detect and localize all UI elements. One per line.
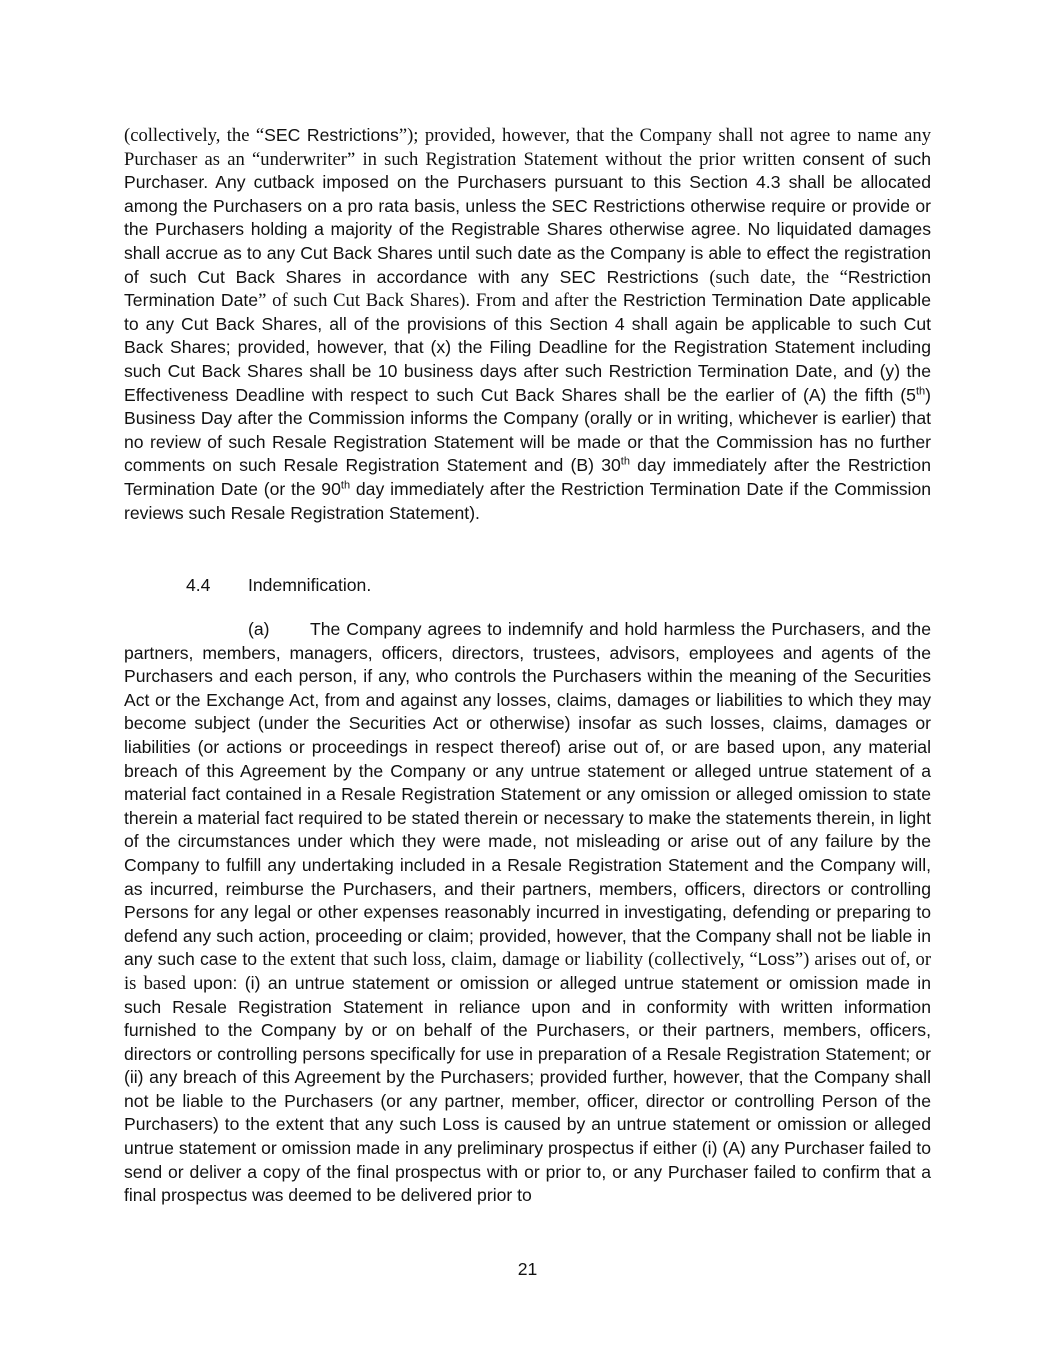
paragraph-indemnification-a [124, 618, 931, 1208]
text-run: day immediately after the Restriction Termination Date (or the 90 [124, 455, 931, 499]
text-run: consent of such Purchaser. Any cutback imposed on the Purchasers pursuant to this Section 4.3 shall be allocated among the Purchasers on a pro rata basis, unless the SEC Restrictions otherwise require or provide or the Purchasers holding a majority of the Registrable Shares otherwise agree. No liquidated damages shall accrue as to any Cut Back Shares until such date as the Company is able to effect the registration of such Cut Back Shares in accordance with any SEC Restrictions [124, 148, 932, 287]
text-run: upon: (i) an untrue statement or omission or alleged untrue statement or omission made in such Resale Registration Statement in reliance upon and in conformity with written information furnished to the Company by or on behalf of the Purchasers, or their partners, members, officers, directors or controlling persons specifically for use in preparation of a Resale Registration Statement; or (ii) any breach of this Agreement by the Purchasers; provided further, however, that the Company shall not be liable to the Purchasers (or any partner, member, officer, director or controlling Person of the Purchasers) to the extent that any such Loss is caused by an untrue statement or omission or alleged untrue statement or omission made in any preliminary prospectus if either (i) (A) any Purchaser failed to send or deliver a copy of the final prospectus with or prior to, or any Purchaser failed to confirm that a final prospectus was deemed to be delivered prior to [124, 972, 931, 1206]
page-number: 21 [517, 1259, 538, 1279]
section-heading [186, 573, 371, 597]
text-run: ” of such Cut Back Shares). From and after the [258, 290, 617, 312]
defined-term-loss: Loss [757, 949, 795, 970]
text-run: day immediately after the Restriction Termination Date if the Commission reviews such Resale Registration Statement). [124, 478, 932, 523]
text-run: Restriction Termination Date applicable to any Cut Back Shares, all of the provisions of this Section 4 shall again be applicable to such Cut Back Shares; provided, however, that (x) the Filing Deadline for the Registration Statement including such Cut Back Shares shall be 10 business days after such Restriction Termination Date, and (y) the Effectiveness Deadline with respect to such Cut Back Shares shall be the earlier of (A) the fifth (5 [124, 290, 931, 405]
superscript: th [340, 479, 351, 492]
section-number: 4.4 [186, 575, 211, 595]
text-run: The Company agrees to indemnify and hold harmless the Purchasers, and the partners, members, managers, officers, directors, trustees, advisors, employees and agents of the Purchasers and each person, if any, who controls the Purchasers within the meaning of the Securities Act or the Exchange Act, from and against any losses, claims, damages or liabilities to which they may become subject (under the Securities Act or otherwise) insofar as such losses, claims, damages or liabilities (or actions or proceedings in respect thereof) arise out of, or are based upon, any material breach of this Agreement by the Company or any untrue statement or alleged untrue statement of a material fact contained in a Resale Registration Statement or any omission or alleged omission to state therein a material fact required to be stated therein or necessary to make the statements therein, in light of the circumstances under which they were made, not misleading or arise out of any failure by the Company to fulfill any undertaking included in a Resale Registration Statement and the Company will, as incurred, reimburse the Purchasers, and their partners, members, officers, directors or controlling Persons for any legal or other expenses reasonably incurred in investigating, defending or preparing to defend any such action, proceeding or claim; provided, however, that the Company shall not be liable in any such case to [124, 619, 931, 970]
subsection-marker: (a) [248, 619, 270, 639]
text-run: (such date, the “ [709, 266, 848, 288]
text-run: ”); provided, however, that the Company shall not agree to name any Purchaser as an “underwriter” in such Registration Statement without the prior written [124, 125, 932, 170]
paragraph-cutback-provisions [124, 124, 931, 525]
section-title: Indemnification. [248, 575, 372, 595]
defined-term-restriction-termination-date: Restriction Termination Date [124, 266, 931, 311]
superscript: th [620, 455, 630, 468]
text-run: ”) arises out of, or is based [124, 949, 932, 994]
text-run: (collectively, the “ [124, 125, 265, 146]
superscript: th [915, 384, 926, 397]
text-run: the extent that such loss, claim, damage or liability (collectively, “ [262, 949, 758, 971]
defined-term-sec-restrictions: SEC Restrictions [264, 125, 399, 145]
text-run: ) Business Day after the Commission informs the Company (orally or in writing, whichever is earlier) that no review of such Resale Registration Statement will be made or that the Commission has no further comments on such Resale Registration Statement and (B) 30 [124, 384, 931, 476]
